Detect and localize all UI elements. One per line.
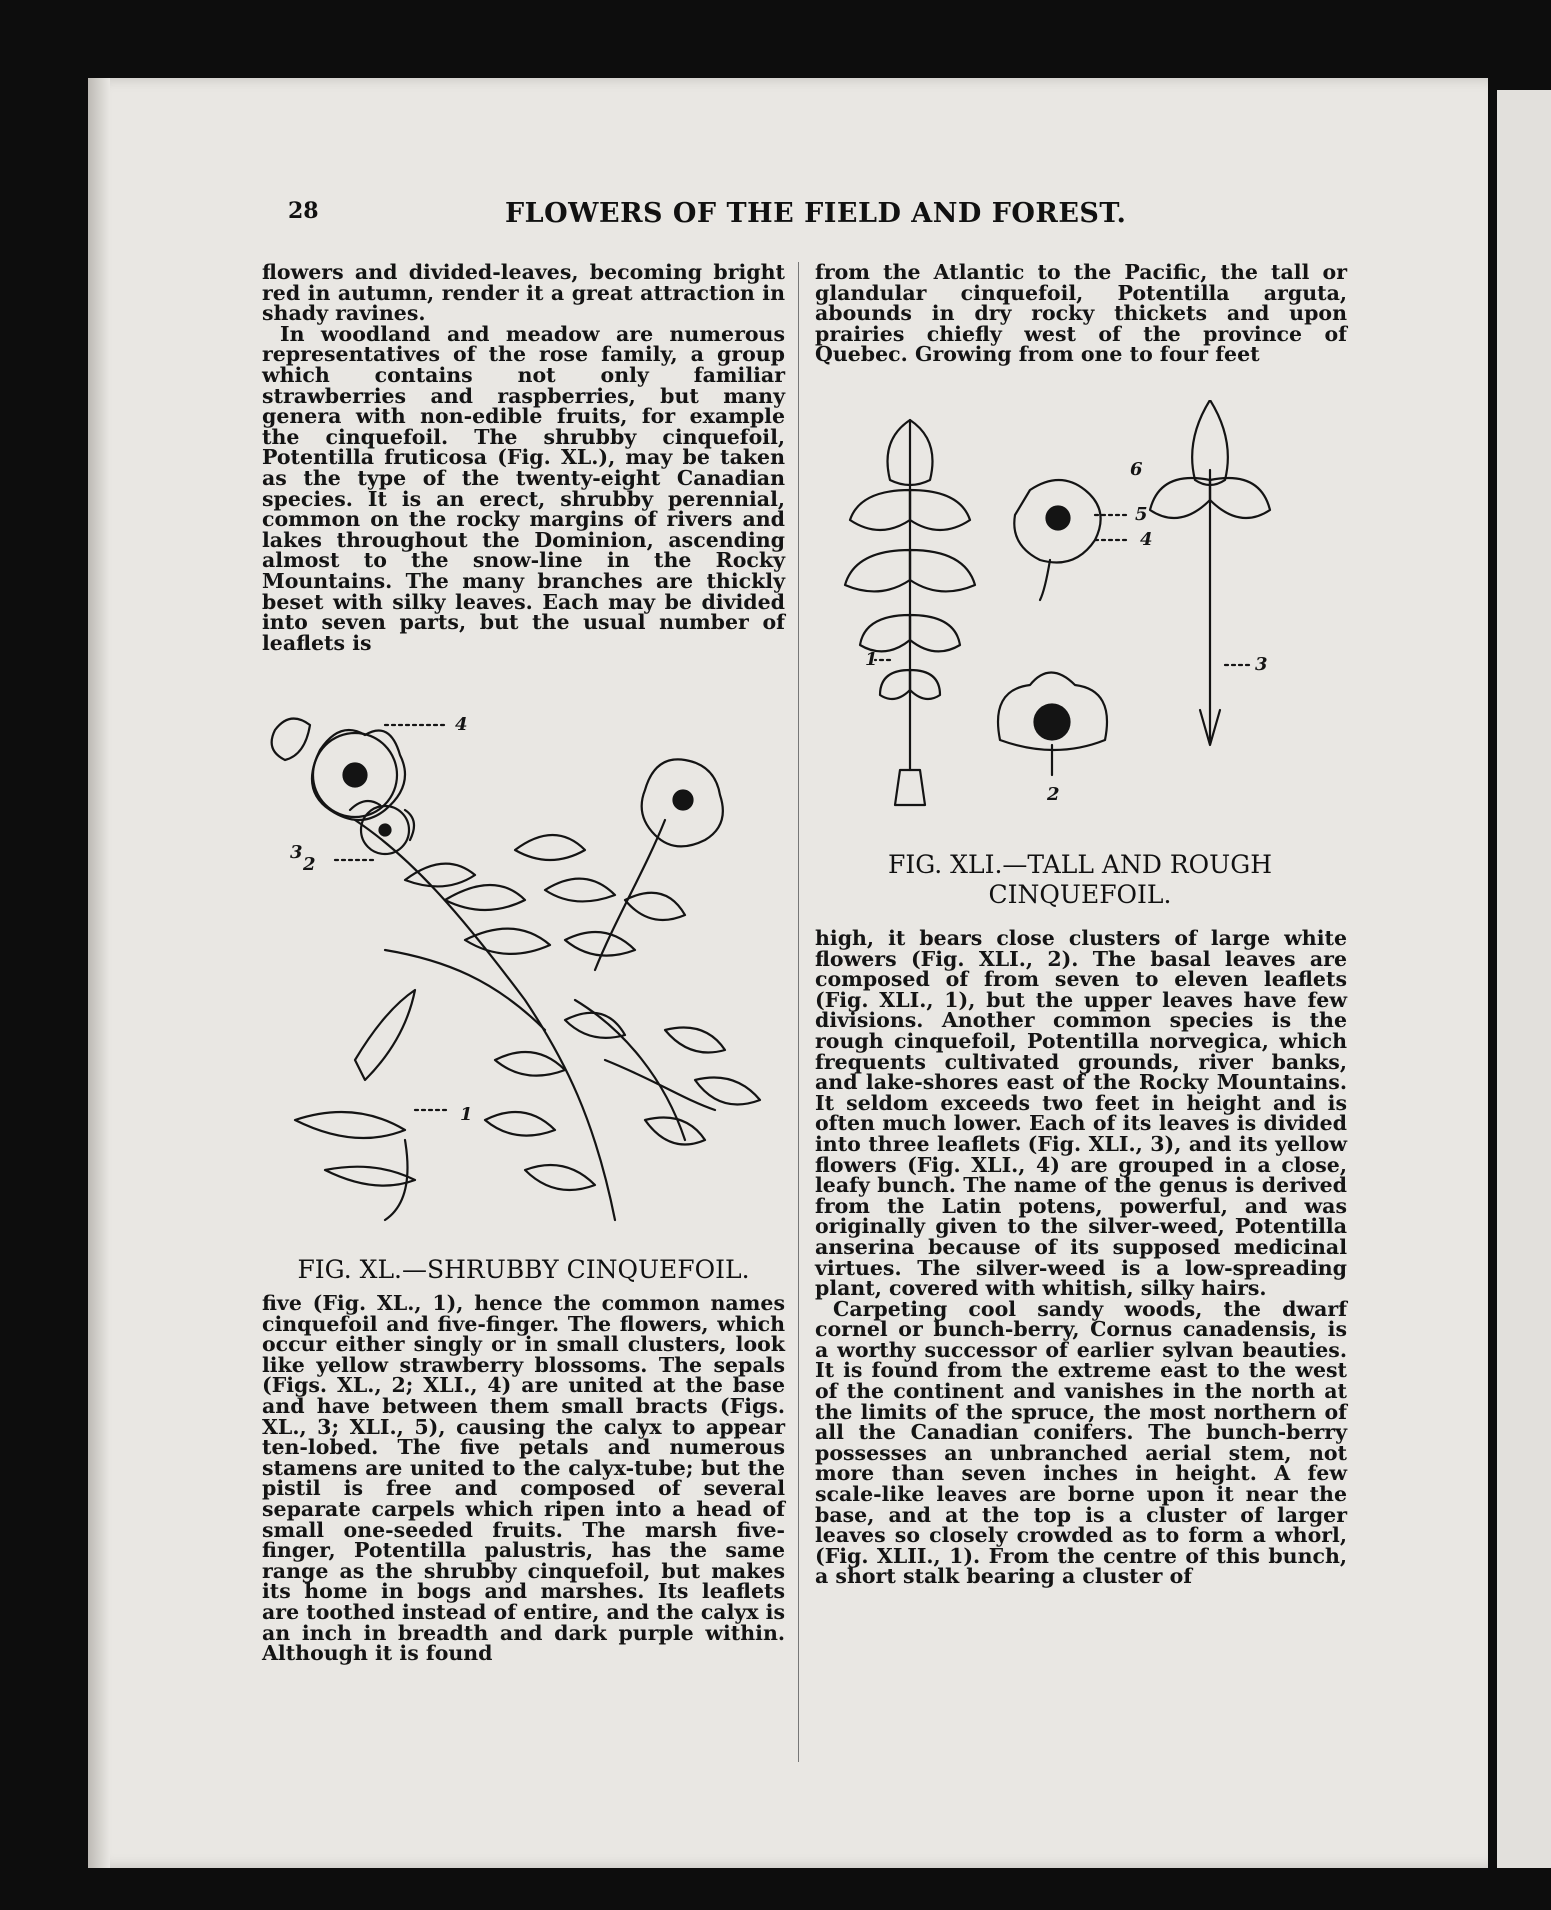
flower-detail: [998, 673, 1107, 776]
paragraph: Carpeting cool sandy woods, the dwarf cornel or bunch-berry, Cornus canadensis, is a worthy successor of earlier sylvan beauties. It is found from the extreme east to the west of the continent and vanishes in the north at the limits of the spruce, the most northern of all the Canadian conifers. The bunch-berry possesses an unbranched aerial stem, not more than seven inches in height. A few scale-like leaves are borne upon it near the base, and at the top is a cluster of larger leaves so closely crowded as to form a whorl, (Fig. XLII., 1). From the centre of this bunch, a short stalk bearing a cluster of: [815, 1296, 1347, 1589]
figure-xl-caption: FIG. XL.—SHRUBBY CINQUEFOIL.: [297, 1255, 750, 1284]
figure-xli-caption: FIG. XLI.—TALL AND ROUGH CINQUEFOIL.: [887, 850, 1272, 909]
figure-label: 4: [455, 714, 468, 735]
paragraph: five (Fig. XL., 1), hence the common names cinquefoil and five-finger. The flowers, which occur either singly or in small clusters, look like yellow strawberry blossoms. The sepals (Figs. XL., 2; XLI., 4) are united at the base and have between them small bracts (Figs. XL., 3; XLI., 5), causing the calyx to appear ten-lobed. The five petals and numerous stamens are united to the calyx-tube; but the pistil is free and composed of several separate carpels which ripen into a head of small one-seeded fruits. The marsh five-finger, Potentilla palustris, has the same range as the shrubby cinquefoil, but makes its home in bogs and marshes. Its leaflets are toothed instead of entire, and the calyx is an inch in breadth and dark purple within. Although it is found: [262, 1291, 785, 1666]
left-column-top-text: [262, 262, 785, 653]
figure-label: 2: [303, 854, 316, 875]
column-rule: [798, 262, 799, 1762]
flower-top: [272, 719, 405, 820]
basal-leaf: [845, 420, 975, 805]
paragraph: In woodland and meadow are numerous representatives of the rose family, a group which contains not only familiar strawberries and raspberries, but many genera with non-edible fruits, for example the cinquefoil. The shrubby cinquefoil, Potentilla fruticosa (Fig. XL.), may be taken as the type of the twenty-eight Canadian species. It is an erect, shrubby perennial, common on the rocky margins of rivers and lakes throughout the Dominion, ascending almost to the snow-line in the Rocky Mountains. The many branches are thickly beset with silky leaves. Each may be divided into seven parts, but the usual number of leaflets is: [262, 321, 785, 655]
page-gutter-shadow: [88, 78, 110, 1868]
trifoliate-leaf: [1150, 400, 1270, 745]
flower-right: [642, 759, 723, 846]
figure-label: 4: [1140, 529, 1153, 550]
figure-label: 1: [865, 649, 878, 670]
paragraph: flowers and divided-leaves, becoming bright red in autumn, render it a great attraction in shady ravines.: [262, 260, 785, 326]
figure-label: 1: [460, 1104, 473, 1125]
right-column-top-text: [815, 262, 1347, 365]
running-title: FLOWERS OF THE FIELD AND FOREST.: [505, 198, 1127, 229]
figure-label: 5: [1135, 504, 1148, 525]
page-number: 28: [288, 198, 319, 224]
left-column-bottom-text: [262, 1293, 785, 1664]
figure-xli-illustration: [830, 400, 1330, 820]
facing-page-edge: [1497, 90, 1551, 1868]
figure-label: 3: [290, 842, 303, 863]
calyx-detail: [1014, 480, 1100, 600]
flower-small: [350, 801, 414, 854]
paragraph: from the Atlantic to the Pacific, the tall or glandular cinquefoil, Potentilla arguta, abounds in dry rocky thickets and upon prairies chiefly west of the province of Quebec. Growing from one to four feet: [815, 260, 1347, 367]
paragraph: high, it bears close clusters of large white flowers (Fig. XLI., 2). The basal leaves are composed of from seven to eleven leaflets (Fig. XLI., 1), but the upper leaves have few divisions. Another common species is the rough cinquefoil, Potentilla norvegica, which frequents cultivated grounds, river banks, and lake-shores east of the Rocky Mountains. It seldom exceeds two feet in height and is often much lower. Each of its leaves is divided into three leaflets (Fig. XLI., 3), and its yellow flowers (Fig. XLI., 4) are grouped in a close, leafy bunch. The name of the genus is derived from the Latin potens, powerful, and was originally given to the silver-weed, Potentilla anserina because of its supposed medicinal virtues. The silver-weed is a low-spreading plant, covered with whitish, silky hairs.: [815, 926, 1347, 1301]
figure-label: 6: [1130, 459, 1143, 480]
figure-label: 3: [1255, 654, 1268, 675]
right-column-bottom-text: [815, 928, 1347, 1587]
figure-label: 2: [1047, 784, 1060, 805]
figure-xl-illustration: [265, 700, 785, 1240]
